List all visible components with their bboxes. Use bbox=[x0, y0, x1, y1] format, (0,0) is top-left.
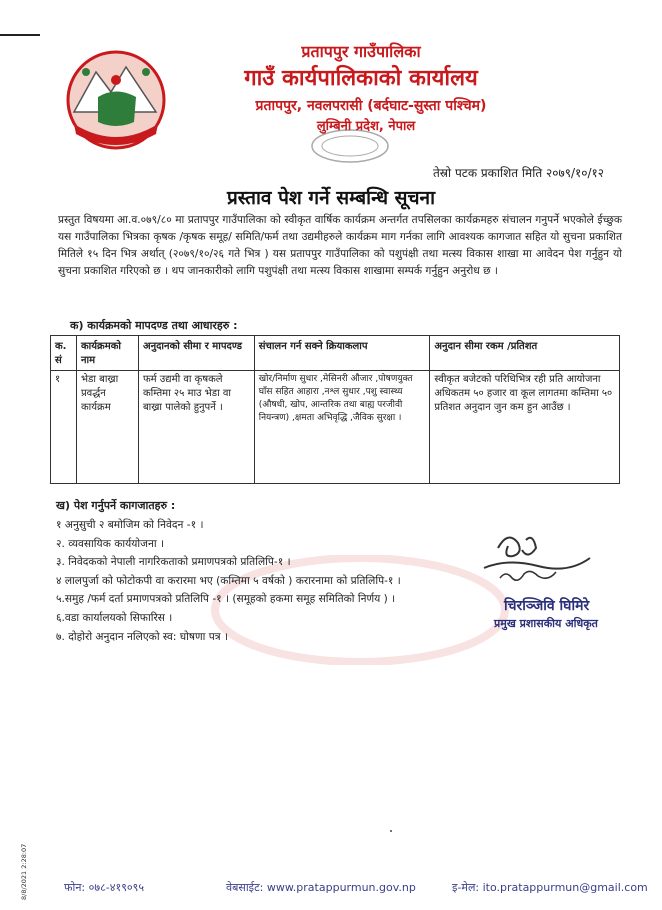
list-item: ७. दोहोरो अनुदान नलिएको स्व: घोषणा पत्र । bbox=[56, 630, 229, 643]
municipality-name: प्रतापपुर गाउँपालिका bbox=[301, 42, 421, 61]
table-header-sn: क. सं bbox=[51, 336, 77, 371]
scan-dot bbox=[390, 830, 392, 832]
signatory-designation: प्रमुख प्रशासकीय अधिकृत bbox=[494, 617, 598, 630]
footer-website[interactable]: वेबसाईट: www.pratappurmun.gov.np bbox=[226, 881, 416, 894]
office-name: गाउँ कार्यपालिकाको कार्यालय bbox=[244, 66, 478, 91]
section-a-heading: क) कार्यक्रमको मापदण्ड तथा आधारहरु : bbox=[70, 319, 238, 332]
table-header-row bbox=[51, 336, 620, 371]
list-item: ४ लालपुर्जा को फोटोकपी वा करारमा भए (कम्तिमा ५ वर्षको ) करारनामा को प्रतिलिपि-१ । bbox=[56, 574, 401, 587]
table-cell-activities: खोर/निर्माण सुधार ,मेसिनरी औजार ,पोषणयुक्त घाँस सहित आहारा ,नश्ल सुधार ,पशु स्वास्थ्य (औषधी, खोप, आन्तरिक तथा बाह्य परजीवी नियन्त्रण) ,क्षमता अभिवृद्धि ,जैविक सुरक्षा । bbox=[254, 371, 430, 484]
office-stamp-icon bbox=[310, 128, 390, 164]
table-header-activities: संचालन गर्न सक्ने क्रियाकलाप bbox=[254, 336, 430, 371]
table-cell-program: भेडा बाख्रा प्रवर्द्धन कार्यक्रम bbox=[76, 371, 138, 484]
table-header-grant: अनुदान सीमा रकम /प्रतिशत bbox=[430, 336, 620, 371]
list-item: ५.समुह /फर्म दर्ता प्रमाणपत्रको प्रतिलिपि -१ । (समूहको हकमा समूह समितिको निर्णय ) । bbox=[56, 593, 396, 606]
table-cell-grant: स्वीकृत बजेटको परिधिभित्र रही प्रति आयोजना अधिकतम ५० हजार वा कूल लागतमा कम्तिमा ५० प्रतिशत अनुदान जुन कम हुन आउँछ । bbox=[430, 371, 620, 484]
footer-email[interactable]: इ-मेल: ito.pratappurmun@gmail.com bbox=[452, 881, 648, 894]
table-cell-sn: १ bbox=[51, 371, 77, 484]
table-cell-criteria: फर्म उद्यमी वा कृषकले कम्तिमा २५ माउ भेडा वा बाख्रा पालेको हुनुपर्ने । bbox=[138, 371, 254, 484]
publication-date: तेस्रो पटक प्रकाशित मिति २०७९/१०/१२ bbox=[432, 166, 604, 180]
list-item: १ अनुसुची २ बमोजिम को निवेदन -१ । bbox=[56, 519, 204, 531]
handwritten-signature-icon bbox=[478, 528, 598, 588]
signatory-name: चिरञ्जिवि घिमिरे bbox=[504, 598, 590, 614]
side-timestamp-text: 8/8/2021 2:28:07 bbox=[20, 843, 28, 900]
table-header-program: कार्यक्रमको नाम bbox=[76, 336, 138, 371]
list-item: ३. निवेदकको नेपाली नागरिकताको प्रमाणपत्रको प्रतिलिपि-१ । bbox=[56, 556, 291, 569]
table-header-criteria: अनुदानको सीमा र मापदण्ड bbox=[138, 336, 254, 371]
province-name: लुम्बिनी प्रदेश, नेपाल bbox=[316, 119, 416, 134]
footer bbox=[0, 880, 662, 898]
list-item: ६.वडा कार्यालयको सिफारिस । bbox=[56, 611, 173, 624]
footer-phone: फोन: ०७८-४१९०९५ bbox=[64, 881, 145, 894]
list-item: २. व्यवसायिक कार्ययोजना । bbox=[56, 537, 164, 550]
notice-title: प्रस्ताव पेश गर्ने सम्बन्धि सूचना bbox=[226, 187, 436, 209]
criteria-table bbox=[50, 335, 620, 484]
document-list bbox=[56, 516, 401, 646]
top-scan-line bbox=[0, 34, 40, 36]
office-address: प्रतापपुर, नवलपरासी (बर्दघाट-सुस्ता पश्चिम) bbox=[255, 98, 487, 114]
notice-intro: प्रस्तुत विषयमा आ.व.०७९/८० मा प्रतापपुर गाउँपालिका को स्वीकृत वार्षिक कार्यक्रम अन्तर्गत तपसिलका कार्यक्रमहरु संचालन गनुपर्ने भएकोले ईच्छुक यस गाउँपालिका भित्रका कृषक /कृषक समूह/ समिति/फर्म तथा उद्यमीहरुले कार्यक्रम माग गर्नका लागि आवश्यक कागजात सहित यो सुचना प्रकाशित मितिले १५ दिन भित्र अर्थात् (२०७९/१०/२६ गते भित्र ) यस प्रतापपुर गाउँपालिका को पशुपंक्षी तथा मत्स्य विकास शाखा मा आवेदन पेश गर्नुहुन यो सुचना प्रकाशित गरिएको छ । थप जानकारीको लागि पशुपंक्षी तथा मत्स्य विकास शाखामा सम्पर्क गर्नुहुन अनुरोध छ । bbox=[58, 214, 622, 277]
section-b-heading: ख) पेश गर्नुपर्ने कागजातहरु : bbox=[56, 499, 176, 512]
table-row bbox=[51, 371, 620, 484]
